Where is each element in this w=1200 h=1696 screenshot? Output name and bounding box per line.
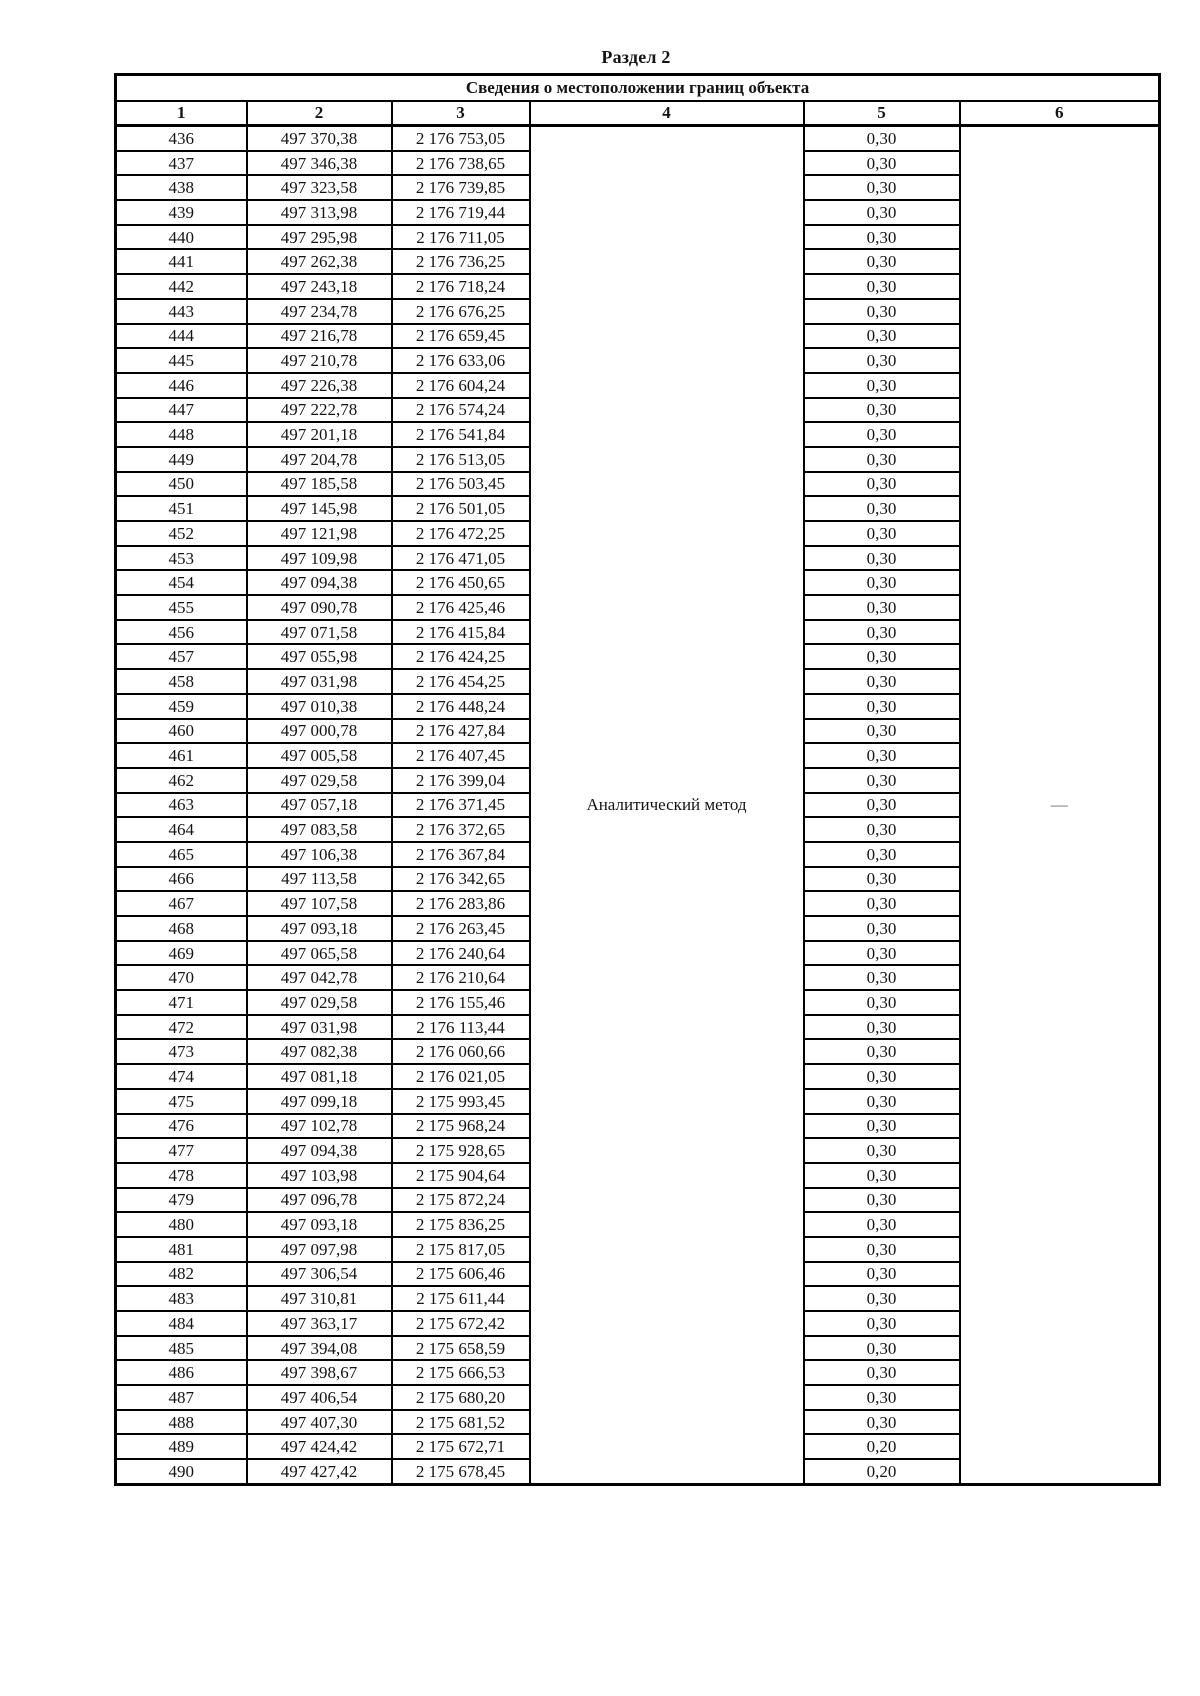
coordinate-x-cell: 497 424,42 — [247, 1434, 392, 1459]
precision-cell: 0,30 — [804, 916, 960, 941]
boundaries-table — [114, 73, 1161, 1486]
precision-cell: 0,30 — [804, 817, 960, 842]
precision-cell: 0,30 — [804, 422, 960, 447]
coordinate-x-cell: 497 057,18 — [247, 793, 392, 818]
coordinate-x-cell: 497 081,18 — [247, 1064, 392, 1089]
coordinate-y-cell: 2 176 372,65 — [392, 817, 530, 842]
coordinate-y-cell: 2 176 342,65 — [392, 867, 530, 892]
precision-cell: 0,30 — [804, 990, 960, 1015]
col-header-4: 4 — [530, 101, 804, 126]
point-number-cell: 474 — [116, 1064, 247, 1089]
coordinate-x-cell: 497 210,78 — [247, 348, 392, 373]
precision-cell: 0,30 — [804, 595, 960, 620]
point-number-cell: 489 — [116, 1434, 247, 1459]
point-number-cell: 446 — [116, 373, 247, 398]
precision-cell: 0,30 — [804, 743, 960, 768]
precision-cell: 0,30 — [804, 1089, 960, 1114]
coordinate-y-cell: 2 175 904,64 — [392, 1163, 530, 1188]
coordinate-x-cell: 497 121,98 — [247, 521, 392, 546]
precision-cell: 0,30 — [804, 1385, 960, 1410]
coordinate-y-cell: 2 176 753,05 — [392, 126, 530, 151]
point-number-cell: 468 — [116, 916, 247, 941]
point-number-cell: 442 — [116, 274, 247, 299]
point-number-cell: 485 — [116, 1336, 247, 1361]
note-cell: — — [960, 126, 1160, 1485]
point-number-cell: 476 — [116, 1114, 247, 1139]
point-number-cell: 440 — [116, 225, 247, 250]
precision-cell: 0,30 — [804, 126, 960, 151]
precision-cell: 0,30 — [804, 1114, 960, 1139]
precision-cell: 0,30 — [804, 620, 960, 645]
coordinate-y-cell: 2 175 836,25 — [392, 1212, 530, 1237]
coordinate-y-cell: 2 176 283,86 — [392, 891, 530, 916]
coordinate-y-cell: 2 176 240,64 — [392, 941, 530, 966]
coordinate-x-cell: 497 093,18 — [247, 916, 392, 941]
precision-cell: 0,30 — [804, 1286, 960, 1311]
coordinate-y-cell: 2 176 574,24 — [392, 398, 530, 423]
point-number-cell: 437 — [116, 151, 247, 176]
point-number-cell: 463 — [116, 793, 247, 818]
coordinate-x-cell: 497 029,58 — [247, 768, 392, 793]
coordinate-x-cell: 497 370,38 — [247, 126, 392, 151]
coordinate-x-cell: 497 109,98 — [247, 546, 392, 571]
precision-cell: 0,30 — [804, 867, 960, 892]
point-number-cell: 471 — [116, 990, 247, 1015]
point-number-cell: 473 — [116, 1039, 247, 1064]
precision-cell: 0,30 — [804, 1015, 960, 1040]
precision-cell: 0,30 — [804, 1262, 960, 1287]
point-number-cell: 462 — [116, 768, 247, 793]
point-number-cell: 451 — [116, 496, 247, 521]
point-number-cell: 459 — [116, 694, 247, 719]
point-number-cell: 478 — [116, 1163, 247, 1188]
precision-cell: 0,30 — [804, 644, 960, 669]
point-number-cell: 461 — [116, 743, 247, 768]
precision-cell: 0,30 — [804, 965, 960, 990]
coordinate-x-cell: 497 216,78 — [247, 324, 392, 349]
point-number-cell: 486 — [116, 1360, 247, 1385]
point-number-cell: 472 — [116, 1015, 247, 1040]
coordinate-y-cell: 2 175 680,20 — [392, 1385, 530, 1410]
coordinate-x-cell: 497 323,58 — [247, 175, 392, 200]
precision-cell: 0,30 — [804, 521, 960, 546]
precision-cell: 0,30 — [804, 1311, 960, 1336]
point-number-cell: 441 — [116, 249, 247, 274]
coordinate-y-cell: 2 176 738,65 — [392, 151, 530, 176]
coordinate-y-cell: 2 176 719,44 — [392, 200, 530, 225]
coordinate-y-cell: 2 175 968,24 — [392, 1114, 530, 1139]
precision-cell: 0,30 — [804, 151, 960, 176]
coordinate-y-cell: 2 176 676,25 — [392, 299, 530, 324]
precision-cell: 0,30 — [804, 324, 960, 349]
coordinate-x-cell: 497 313,98 — [247, 200, 392, 225]
coordinate-y-cell: 2 175 872,24 — [392, 1188, 530, 1213]
document-page — [114, 0, 1158, 1486]
coordinate-x-cell: 497 346,38 — [247, 151, 392, 176]
precision-cell: 0,30 — [804, 1064, 960, 1089]
precision-cell: 0,30 — [804, 1212, 960, 1237]
coordinate-y-cell: 2 176 450,65 — [392, 570, 530, 595]
coordinate-y-cell: 2 176 604,24 — [392, 373, 530, 398]
col-header-1: 1 — [116, 101, 247, 126]
point-number-cell: 460 — [116, 719, 247, 744]
coordinate-x-cell: 497 083,58 — [247, 817, 392, 842]
coordinate-y-cell: 2 176 263,45 — [392, 916, 530, 941]
column-header-row — [116, 101, 1160, 126]
precision-cell: 0,30 — [804, 669, 960, 694]
point-number-cell: 465 — [116, 842, 247, 867]
coordinate-y-cell: 2 176 448,24 — [392, 694, 530, 719]
precision-cell: 0,30 — [804, 1138, 960, 1163]
coordinate-x-cell: 497 102,78 — [247, 1114, 392, 1139]
coordinate-y-cell: 2 175 681,52 — [392, 1410, 530, 1435]
point-number-cell: 466 — [116, 867, 247, 892]
coordinate-x-cell: 497 093,18 — [247, 1212, 392, 1237]
point-number-cell: 464 — [116, 817, 247, 842]
coordinate-y-cell: 2 176 501,05 — [392, 496, 530, 521]
coordinate-y-cell: 2 176 113,44 — [392, 1015, 530, 1040]
col-header-5: 5 — [804, 101, 960, 126]
coordinate-y-cell: 2 176 718,24 — [392, 274, 530, 299]
precision-cell: 0,30 — [804, 447, 960, 472]
precision-cell: 0,30 — [804, 299, 960, 324]
precision-cell: 0,30 — [804, 225, 960, 250]
precision-cell: 0,30 — [804, 570, 960, 595]
section-title: Раздел 2 — [601, 47, 671, 67]
table-caption-row — [116, 75, 1160, 102]
coordinate-y-cell: 2 176 427,84 — [392, 719, 530, 744]
precision-cell: 0,30 — [804, 200, 960, 225]
precision-cell: 0,30 — [804, 1336, 960, 1361]
point-number-cell: 439 — [116, 200, 247, 225]
point-number-cell: 470 — [116, 965, 247, 990]
point-number-cell: 490 — [116, 1459, 247, 1484]
coordinate-y-cell: 2 176 454,25 — [392, 669, 530, 694]
precision-cell: 0,30 — [804, 496, 960, 521]
coordinate-y-cell: 2 176 711,05 — [392, 225, 530, 250]
coordinate-y-cell: 2 176 739,85 — [392, 175, 530, 200]
precision-cell: 0,30 — [804, 546, 960, 571]
coordinate-y-cell: 2 176 021,05 — [392, 1064, 530, 1089]
coordinate-x-cell: 497 031,98 — [247, 669, 392, 694]
point-number-cell: 453 — [116, 546, 247, 571]
precision-cell: 0,30 — [804, 175, 960, 200]
point-number-cell: 452 — [116, 521, 247, 546]
coordinate-y-cell: 2 175 672,71 — [392, 1434, 530, 1459]
point-number-cell: 484 — [116, 1311, 247, 1336]
precision-cell: 0,20 — [804, 1434, 960, 1459]
coordinate-x-cell: 497 427,42 — [247, 1459, 392, 1484]
point-number-cell: 477 — [116, 1138, 247, 1163]
coordinate-x-cell: 497 029,58 — [247, 990, 392, 1015]
precision-cell: 0,30 — [804, 719, 960, 744]
coordinate-y-cell: 2 176 503,45 — [392, 472, 530, 497]
precision-cell: 0,30 — [804, 891, 960, 916]
coordinate-y-cell: 2 175 666,53 — [392, 1360, 530, 1385]
coordinate-x-cell: 497 094,38 — [247, 1138, 392, 1163]
point-number-cell: 483 — [116, 1286, 247, 1311]
point-number-cell: 456 — [116, 620, 247, 645]
point-number-cell: 447 — [116, 398, 247, 423]
coordinate-x-cell: 497 099,18 — [247, 1089, 392, 1114]
coordinate-y-cell: 2 176 425,46 — [392, 595, 530, 620]
coordinate-x-cell: 497 096,78 — [247, 1188, 392, 1213]
coordinate-y-cell: 2 175 606,46 — [392, 1262, 530, 1287]
point-number-cell: 455 — [116, 595, 247, 620]
coordinate-x-cell: 497 295,98 — [247, 225, 392, 250]
coordinate-x-cell: 497 090,78 — [247, 595, 392, 620]
precision-cell: 0,30 — [804, 793, 960, 818]
precision-cell: 0,30 — [804, 398, 960, 423]
coordinate-x-cell: 497 394,08 — [247, 1336, 392, 1361]
coordinate-x-cell: 497 204,78 — [247, 447, 392, 472]
coordinate-y-cell: 2 176 471,05 — [392, 546, 530, 571]
precision-cell: 0,30 — [804, 941, 960, 966]
coordinate-x-cell: 497 082,38 — [247, 1039, 392, 1064]
coordinate-x-cell: 497 065,58 — [247, 941, 392, 966]
precision-cell: 0,30 — [804, 348, 960, 373]
coordinate-x-cell: 497 042,78 — [247, 965, 392, 990]
coordinate-x-cell: 497 398,67 — [247, 1360, 392, 1385]
point-number-cell: 469 — [116, 941, 247, 966]
precision-cell: 0,30 — [804, 842, 960, 867]
point-number-cell: 450 — [116, 472, 247, 497]
point-number-cell: 480 — [116, 1212, 247, 1237]
point-number-cell: 444 — [116, 324, 247, 349]
coordinate-x-cell: 497 306,54 — [247, 1262, 392, 1287]
coordinate-y-cell: 2 175 928,65 — [392, 1138, 530, 1163]
table-caption: Сведения о местоположении границ объекта — [116, 75, 1160, 102]
coordinate-y-cell: 2 176 371,45 — [392, 793, 530, 818]
coordinate-x-cell: 497 363,17 — [247, 1311, 392, 1336]
coordinate-y-cell: 2 175 678,45 — [392, 1459, 530, 1484]
coordinate-x-cell: 497 145,98 — [247, 496, 392, 521]
table-row — [116, 126, 1160, 151]
coordinate-y-cell: 2 176 399,04 — [392, 768, 530, 793]
coordinate-y-cell: 2 176 424,25 — [392, 644, 530, 669]
coordinate-y-cell: 2 176 736,25 — [392, 249, 530, 274]
coordinate-x-cell: 497 094,38 — [247, 570, 392, 595]
precision-cell: 0,30 — [804, 373, 960, 398]
precision-cell: 0,30 — [804, 1188, 960, 1213]
point-number-cell: 449 — [116, 447, 247, 472]
coordinate-y-cell: 2 176 472,25 — [392, 521, 530, 546]
coordinate-x-cell: 497 407,30 — [247, 1410, 392, 1435]
precision-cell: 0,30 — [804, 768, 960, 793]
coordinate-y-cell: 2 175 611,44 — [392, 1286, 530, 1311]
coordinate-x-cell: 497 107,58 — [247, 891, 392, 916]
coordinate-y-cell: 2 176 633,06 — [392, 348, 530, 373]
coordinate-x-cell: 497 005,58 — [247, 743, 392, 768]
point-number-cell: 475 — [116, 1089, 247, 1114]
coordinate-x-cell: 497 406,54 — [247, 1385, 392, 1410]
point-number-cell: 454 — [116, 570, 247, 595]
point-number-cell: 481 — [116, 1237, 247, 1262]
coordinate-x-cell: 497 201,18 — [247, 422, 392, 447]
coordinate-y-cell: 2 175 817,05 — [392, 1237, 530, 1262]
coordinate-x-cell: 497 243,18 — [247, 274, 392, 299]
point-number-cell: 457 — [116, 644, 247, 669]
precision-cell: 0,30 — [804, 1039, 960, 1064]
precision-cell: 0,30 — [804, 1360, 960, 1385]
col-header-2: 2 — [247, 101, 392, 126]
precision-cell: 0,30 — [804, 1237, 960, 1262]
coordinate-x-cell: 497 226,38 — [247, 373, 392, 398]
precision-cell: 0,30 — [804, 1410, 960, 1435]
coordinate-y-cell: 2 176 415,84 — [392, 620, 530, 645]
coordinate-x-cell: 497 000,78 — [247, 719, 392, 744]
coordinate-x-cell: 497 031,98 — [247, 1015, 392, 1040]
coordinate-x-cell: 497 055,98 — [247, 644, 392, 669]
precision-cell: 0,30 — [804, 274, 960, 299]
col-header-6: 6 — [960, 101, 1160, 126]
point-number-cell: 443 — [116, 299, 247, 324]
precision-cell: 0,30 — [804, 249, 960, 274]
point-number-cell: 458 — [116, 669, 247, 694]
coordinate-x-cell: 497 222,78 — [247, 398, 392, 423]
point-number-cell: 479 — [116, 1188, 247, 1213]
coordinate-x-cell: 497 262,38 — [247, 249, 392, 274]
coordinate-x-cell: 497 185,58 — [247, 472, 392, 497]
coordinate-y-cell: 2 176 659,45 — [392, 324, 530, 349]
precision-cell: 0,30 — [804, 1163, 960, 1188]
coordinate-y-cell: 2 176 060,66 — [392, 1039, 530, 1064]
point-number-cell: 488 — [116, 1410, 247, 1435]
coordinate-x-cell: 497 234,78 — [247, 299, 392, 324]
coordinate-x-cell: 497 113,58 — [247, 867, 392, 892]
coordinate-y-cell: 2 176 155,46 — [392, 990, 530, 1015]
coordinate-y-cell: 2 175 672,42 — [392, 1311, 530, 1336]
coordinate-y-cell: 2 176 513,05 — [392, 447, 530, 472]
point-number-cell: 438 — [116, 175, 247, 200]
point-number-cell: 445 — [116, 348, 247, 373]
precision-cell: 0,30 — [804, 472, 960, 497]
coordinate-y-cell: 2 176 367,84 — [392, 842, 530, 867]
coordinate-x-cell: 497 106,38 — [247, 842, 392, 867]
col-header-3: 3 — [392, 101, 530, 126]
method-cell: Аналитический метод — [530, 126, 804, 1485]
coordinate-x-cell: 497 103,98 — [247, 1163, 392, 1188]
point-number-cell: 482 — [116, 1262, 247, 1287]
coordinate-x-cell: 497 310,81 — [247, 1286, 392, 1311]
point-number-cell: 487 — [116, 1385, 247, 1410]
point-number-cell: 467 — [116, 891, 247, 916]
coordinate-x-cell: 497 097,98 — [247, 1237, 392, 1262]
coordinate-y-cell: 2 176 210,64 — [392, 965, 530, 990]
coordinate-y-cell: 2 176 541,84 — [392, 422, 530, 447]
point-number-cell: 448 — [116, 422, 247, 447]
coordinate-y-cell: 2 175 993,45 — [392, 1089, 530, 1114]
table-body — [116, 126, 1160, 1485]
precision-cell: 0,20 — [804, 1459, 960, 1484]
coordinate-x-cell: 497 071,58 — [247, 620, 392, 645]
coordinate-x-cell: 497 010,38 — [247, 694, 392, 719]
coordinate-y-cell: 2 175 658,59 — [392, 1336, 530, 1361]
point-number-cell: 436 — [116, 126, 247, 151]
precision-cell: 0,30 — [804, 694, 960, 719]
coordinate-y-cell: 2 176 407,45 — [392, 743, 530, 768]
